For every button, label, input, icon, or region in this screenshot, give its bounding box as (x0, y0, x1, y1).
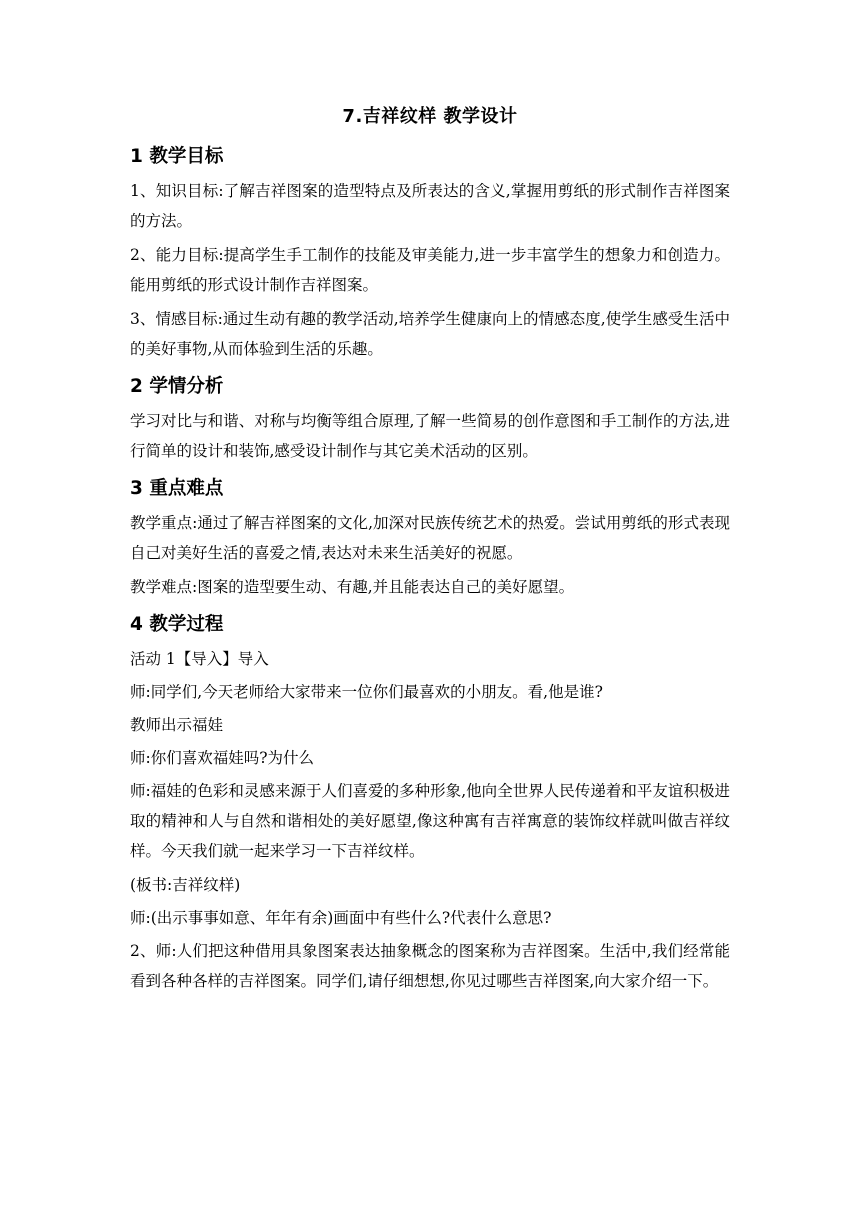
paragraph-key-point: 教学重点:通过了解吉祥图案的文化,加深对民族传统艺术的热爱。尝试用剪纸的形式表现自己对美好生活的喜爱之情,表达对未来生活美好的祝愿。 (130, 514, 730, 562)
section-teaching-process (130, 608, 730, 996)
paragraph-teacher-question: 师:你们喜欢福娃吗?为什么 (130, 749, 315, 767)
paragraph-picture-question: 师:(出示事事如意、年年有余)画面中有些什么?代表什么意思? (130, 909, 552, 927)
paragraph-teacher-question: 师:同学们,今天老师给大家带来一位你们最喜欢的小朋友。看,他是谁? (130, 683, 603, 701)
paragraph-fuwa-explanation: 师:福娃的色彩和灵感来源于人们喜爱的多种形象,他向全世界人民传递着和平友谊积极进取的精神和人与自然和谐相处的美好愿望,像这种寓有吉祥寓意的装饰纹样就叫做吉祥纹样。今天我们就一起来学习一下吉祥纹样。 (130, 782, 730, 860)
section-heading: 1 教学目标 (130, 146, 224, 167)
section-student-analysis (130, 370, 730, 466)
paragraph-emotion-objective: 3、情感目标:通过生动有趣的教学活动,培养学生健康向上的情感态度,使学生感受生活中的美好事物,从而体验到生活的乐趣。 (130, 310, 730, 358)
paragraph-board-note: (板书:吉祥纹样) (130, 876, 241, 894)
paragraph-ability-objective: 2、能力目标:提高学生手工制作的技能及审美能力,进一步丰富学生的想象力和创造力。能用剪纸的形式设计制作吉祥图案。 (130, 246, 730, 294)
paragraph-activity-title: 活动 1【导入】导入 (130, 650, 269, 668)
paragraph-difficult-point: 教学难点:图案的造型要生动、有趣,并且能表达自己的美好愿望。 (130, 578, 575, 596)
paragraph-show-fuwa: 教师出示福娃 (130, 716, 224, 734)
section-heading: 3 重点难点 (130, 478, 224, 499)
document-title: 7.吉祥纹样 教学设计 (342, 106, 518, 127)
paragraph-knowledge-objective: 1、知识目标:了解吉祥图案的造型特点及所表达的含义,掌握用剪纸的形式制作吉祥图案的方法。 (130, 182, 730, 230)
paragraph-student-analysis: 学习对比与和谐、对称与均衡等组合原理,了解一些简易的创作意图和手工制作的方法,进行简单的设计和装饰,感受设计制作与其它美术活动的区别。 (130, 412, 730, 460)
paragraph-auspicious-patterns: 2、师:人们把这种借用具象图案表达抽象概念的图案称为吉祥图案。生活中,我们经常能看到各种各样的吉祥图案。同学们,请仔细想想,你见过哪些吉祥图案,向大家介绍一下。 (130, 942, 730, 990)
section-teaching-objectives (130, 140, 730, 364)
document-page (130, 100, 730, 1000)
section-heading: 4 教学过程 (130, 614, 224, 635)
section-key-points (130, 472, 730, 602)
section-heading: 2 学情分析 (130, 376, 224, 397)
